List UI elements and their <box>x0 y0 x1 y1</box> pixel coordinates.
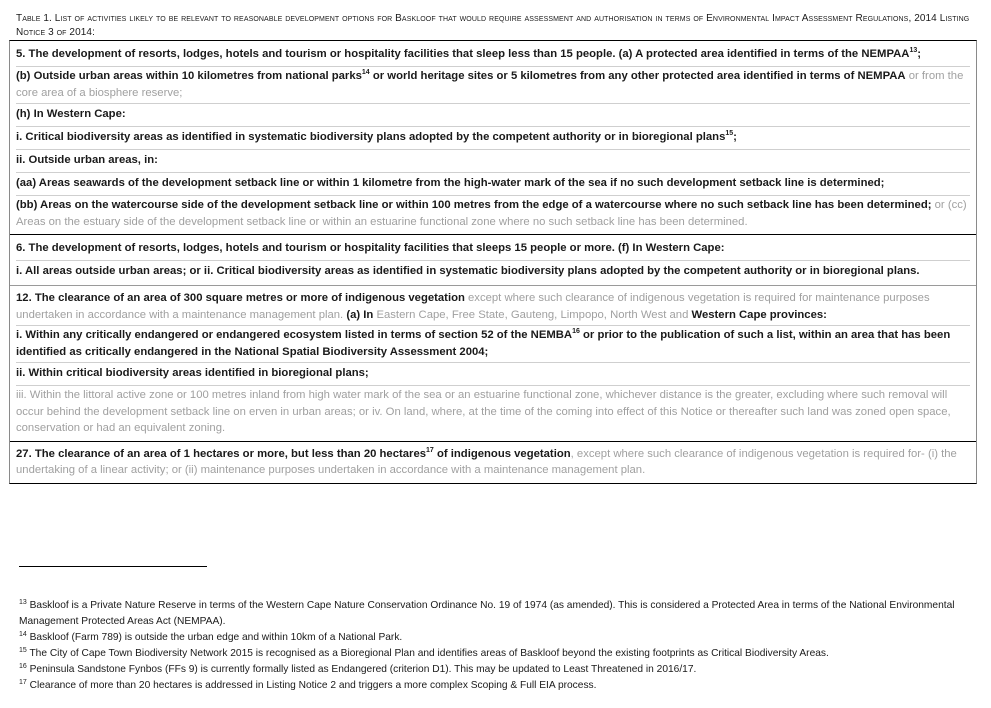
footnote-number: 16 <box>19 663 27 670</box>
activities-table <box>9 40 977 484</box>
footnote-ref-13[interactable]: 13 <box>909 47 918 54</box>
footnote-number: 14 <box>19 631 27 638</box>
footnote-text: Baskloof is a Private Nature Reserve in terms of the Western Cape Nature Conservation Ordinance No. 19 of 1974 (as amended). This is considered a Protected Area in terms of the National Environmental Management Protected Areas Act (NEMPAA). <box>19 600 955 627</box>
footnote-ref-17[interactable]: 17 <box>426 446 434 454</box>
activity-5-clause-h: (h) In Western Cape: <box>16 104 970 127</box>
activity-12-title-text: 12. The clearance of an area of 300 square metres or more of indigenous vegetation <box>16 292 465 304</box>
activity-5-clause-h-i <box>16 127 970 150</box>
footnote-16 <box>19 662 977 678</box>
activity-5-title-text: 5. The development of resorts, lodges, hotels and tourism or hospitality facilities that sleep less than 15 people. (a) A protected area identified in terms of the NEMPAA <box>16 48 910 60</box>
clause-12-i-text: i. Within any critically endangered or endangered ecosystem listed in terms of section 52 of the NEMBA <box>16 329 573 341</box>
activity-12-provinces-greyed: Eastern Cape, Free State, Gauteng, Limpopo, North West and <box>373 308 689 321</box>
footnote-ref-15[interactable]: 15 <box>725 130 734 137</box>
clause-b-text: (b) Outside urban areas within 10 kilometres from national parks <box>16 70 362 82</box>
footnote-text: Peninsula Sandstone Fynbos (FFs 9) is currently formally listed as Endangered (criterion D1). This may be updated to Least Threatened in 2016/17. <box>26 664 697 675</box>
activity-5-title <box>16 44 970 67</box>
activity-5-cell <box>10 41 976 235</box>
footnote-separator <box>19 566 207 567</box>
activity-5-clause-bb <box>16 196 970 232</box>
activity-27-title <box>16 445 970 481</box>
footnote-14 <box>19 630 977 646</box>
activity-12-western-cape: Western Cape provinces: <box>688 308 827 321</box>
activity-12-clause-iii-iv: iii. Within the littoral active zone or 100 metres inland from high water mark of the sea or an estuarine functional zone, whichever distance is the greater, excluding where such removal will occur behind the development setback line on erven in urban areas; or iv. On land, where, at the time of the coming into effect of this Notice or thereafter such land was zoned open space, conservation or had an equivalent zoning. <box>16 389 951 434</box>
clause-12-i-text-cont: or prior to the publication of such a list, within an area that has been identified as critically endangered in the National Spatial Biodiversity Assessment 2004; <box>16 329 951 358</box>
activity-27-cell <box>10 442 976 483</box>
activity-12-greyed: except where such clearance of indigenous vegetation is required for maintenance purposes undertaken in accordance with a maintenance management plan. <box>16 292 930 321</box>
activity-27-greyed: , except where such clearance of indigenous vegetation is required for- (i) the undertaking of a linear activity; or (ii) maintenance purposes undertaken in accordance with a maintenance management plan. <box>16 447 957 476</box>
clause-bb-text: (bb) Areas on the watercourse side of the development setback line or within 100 metres from the edge of a watercourse where no such setback line has been determined; <box>16 199 932 211</box>
clause-h-i-end: ; <box>733 131 737 143</box>
activity-5-title-end: ; <box>917 48 922 60</box>
footnote-number: 13 <box>19 599 27 606</box>
footnote-15 <box>19 646 977 662</box>
footnote-ref-14[interactable]: 14 <box>361 69 370 76</box>
footnote-13 <box>19 598 977 630</box>
activity-6-title: 6. The development of resorts, lodges, hotels and tourism or hospitality facilities that sleeps 15 people or more. (f) In Western Cape: <box>16 238 970 261</box>
activity-12-cell <box>10 286 976 442</box>
activity-12-clause-a: (a) In <box>343 308 374 321</box>
activity-12-clause-ii: ii. Within critical biodiversity areas identified in bioregional plans; <box>16 363 970 386</box>
activity-12-title <box>16 289 970 326</box>
footnote-text: Baskloof (Farm 789) is outside the urban edge and within 10km of a National Park. <box>26 632 403 643</box>
footnote-text: Clearance of more than 20 hectares is addressed in Listing Notice 2 and triggers a more complex Scoping & Full EIA process. <box>26 680 597 691</box>
clause-cc-greyed: or (cc) Areas on the estuary side of the development setback line or within an estuarine functional zone where no such setback line has been determined. <box>16 199 967 228</box>
footnote-ref-16[interactable]: 16 <box>572 328 580 335</box>
footnote-number: 15 <box>19 647 27 654</box>
clause-b-text-cont: or world heritage sites or 5 kilometres from any other protected area identified in terms of NEMPAA <box>369 70 906 82</box>
activity-5-clause-h-ii: ii. Outside urban areas, in: <box>16 150 970 173</box>
activity-5-clause-aa: (aa) Areas seawards of the development setback line or within 1 kilometre from the high-water mark of the sea if no such development setback line is determined; <box>16 173 970 196</box>
footnote-text: The City of Cape Town Biodiversity Network 2015 is recognised as a Bioregional Plan and identifies areas of Baskloof beyond the existing footprints as Critical Biodiversity Areas. <box>26 648 829 659</box>
table-caption: Table 1. List of activities likely to be relevant to reasonable development options for Baskloof that would require assessment and authorisation in terms of Environmental Impact Assessment Regulations, 2014 Listing Notice 3 of 2014: <box>16 13 970 38</box>
activity-5-clause-b <box>16 67 970 104</box>
activity-6-cell <box>10 235 976 286</box>
activity-12-clause-i <box>16 326 970 363</box>
activity-6-clause-f: i. All areas outside urban areas; or ii. Critical biodiversity areas as identified in systematic biodiversity plans adopted by the competent authority or in bioregional plans. <box>16 265 920 277</box>
footnotes <box>19 598 977 694</box>
clause-b-greyed: or from the core area of a biosphere reserve; <box>16 70 964 99</box>
clause-h-i-text: i. Critical biodiversity areas as identified in systematic biodiversity plans adopted by the competent authority or in bioregional plans <box>16 131 726 143</box>
footnote-number: 17 <box>19 679 27 686</box>
activity-27-title-cont: of indigenous vegetation <box>433 447 571 460</box>
activity-27-title-text: 27. The clearance of an area of 1 hectares or more, but less than 20 hectares <box>16 447 427 460</box>
footnote-17 <box>19 678 977 694</box>
